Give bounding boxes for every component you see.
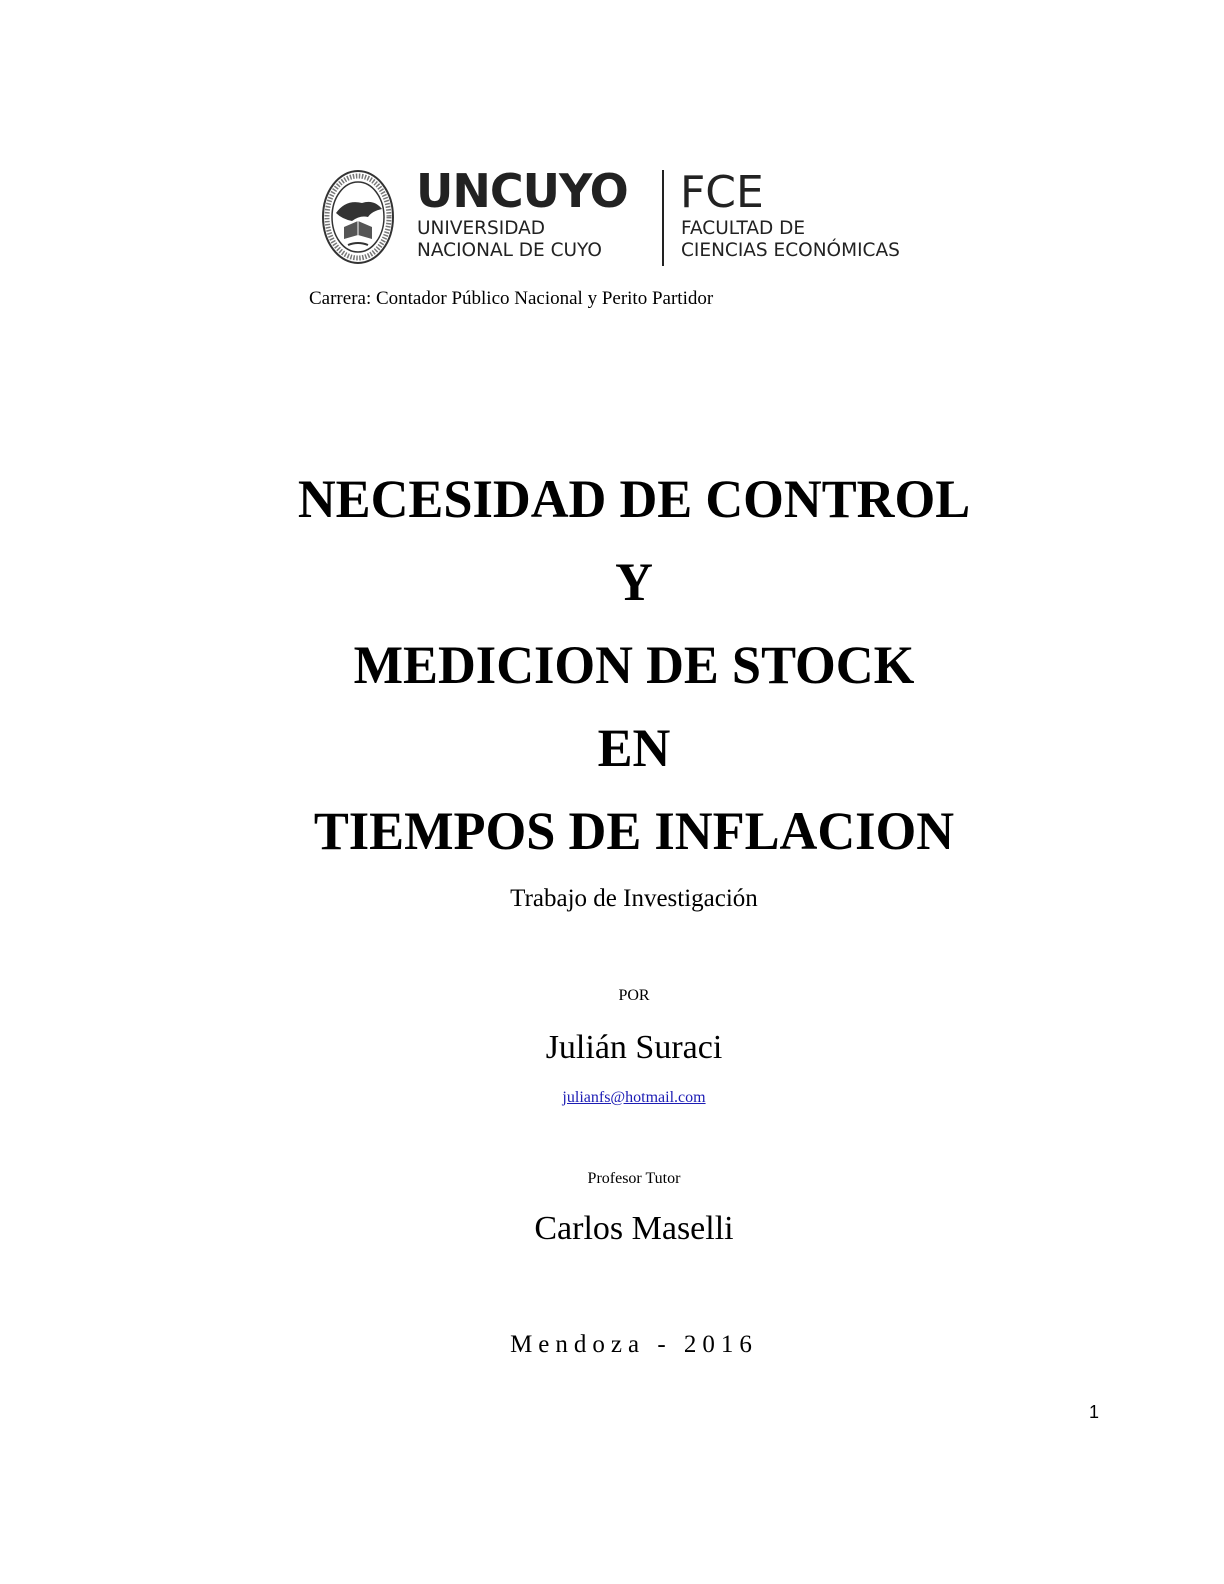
career-line: Carrera: Contador Público Nacional y Perito Partidor bbox=[309, 288, 714, 309]
title-line-2: Y bbox=[615, 552, 653, 612]
university-seal-icon bbox=[322, 169, 394, 265]
tutor-name: Carlos Maselli bbox=[534, 1210, 734, 1247]
university-name-line-2: NACIONAL DE CUYO bbox=[417, 240, 602, 261]
place-and-date: Mendoza - 2016 bbox=[510, 1331, 758, 1358]
university-name bbox=[417, 218, 602, 262]
page-number: 1 bbox=[1089, 1402, 1100, 1422]
title-line-1: NECESIDAD DE CONTROL bbox=[297, 469, 971, 529]
author-email-link[interactable]: julianfs@hotmail.com bbox=[562, 1089, 706, 1106]
document-subtitle: Trabajo de Investigación bbox=[510, 885, 758, 912]
by-label: POR bbox=[618, 987, 650, 1004]
logo-divider bbox=[662, 170, 664, 266]
faculty-name-line-1: FACULTAD DE bbox=[681, 218, 806, 239]
fce-wordmark: FCE bbox=[680, 167, 764, 218]
faculty-name bbox=[681, 218, 900, 262]
title-line-5: TIEMPOS DE INFLACION bbox=[313, 801, 955, 861]
tutor-label: Profesor Tutor bbox=[587, 1170, 681, 1187]
author-name: Julián Suraci bbox=[545, 1029, 723, 1066]
faculty-name-line-2: CIENCIAS ECONÓMICAS bbox=[681, 240, 900, 261]
university-name-line-1: UNIVERSIDAD bbox=[417, 218, 546, 239]
university-logo bbox=[322, 166, 922, 270]
title-line-3: MEDICION DE STOCK bbox=[353, 635, 915, 695]
uncuyo-wordmark: UNCUYO bbox=[416, 164, 628, 218]
title-line-4: EN bbox=[597, 718, 671, 778]
author-email bbox=[0, 1088, 1224, 1108]
